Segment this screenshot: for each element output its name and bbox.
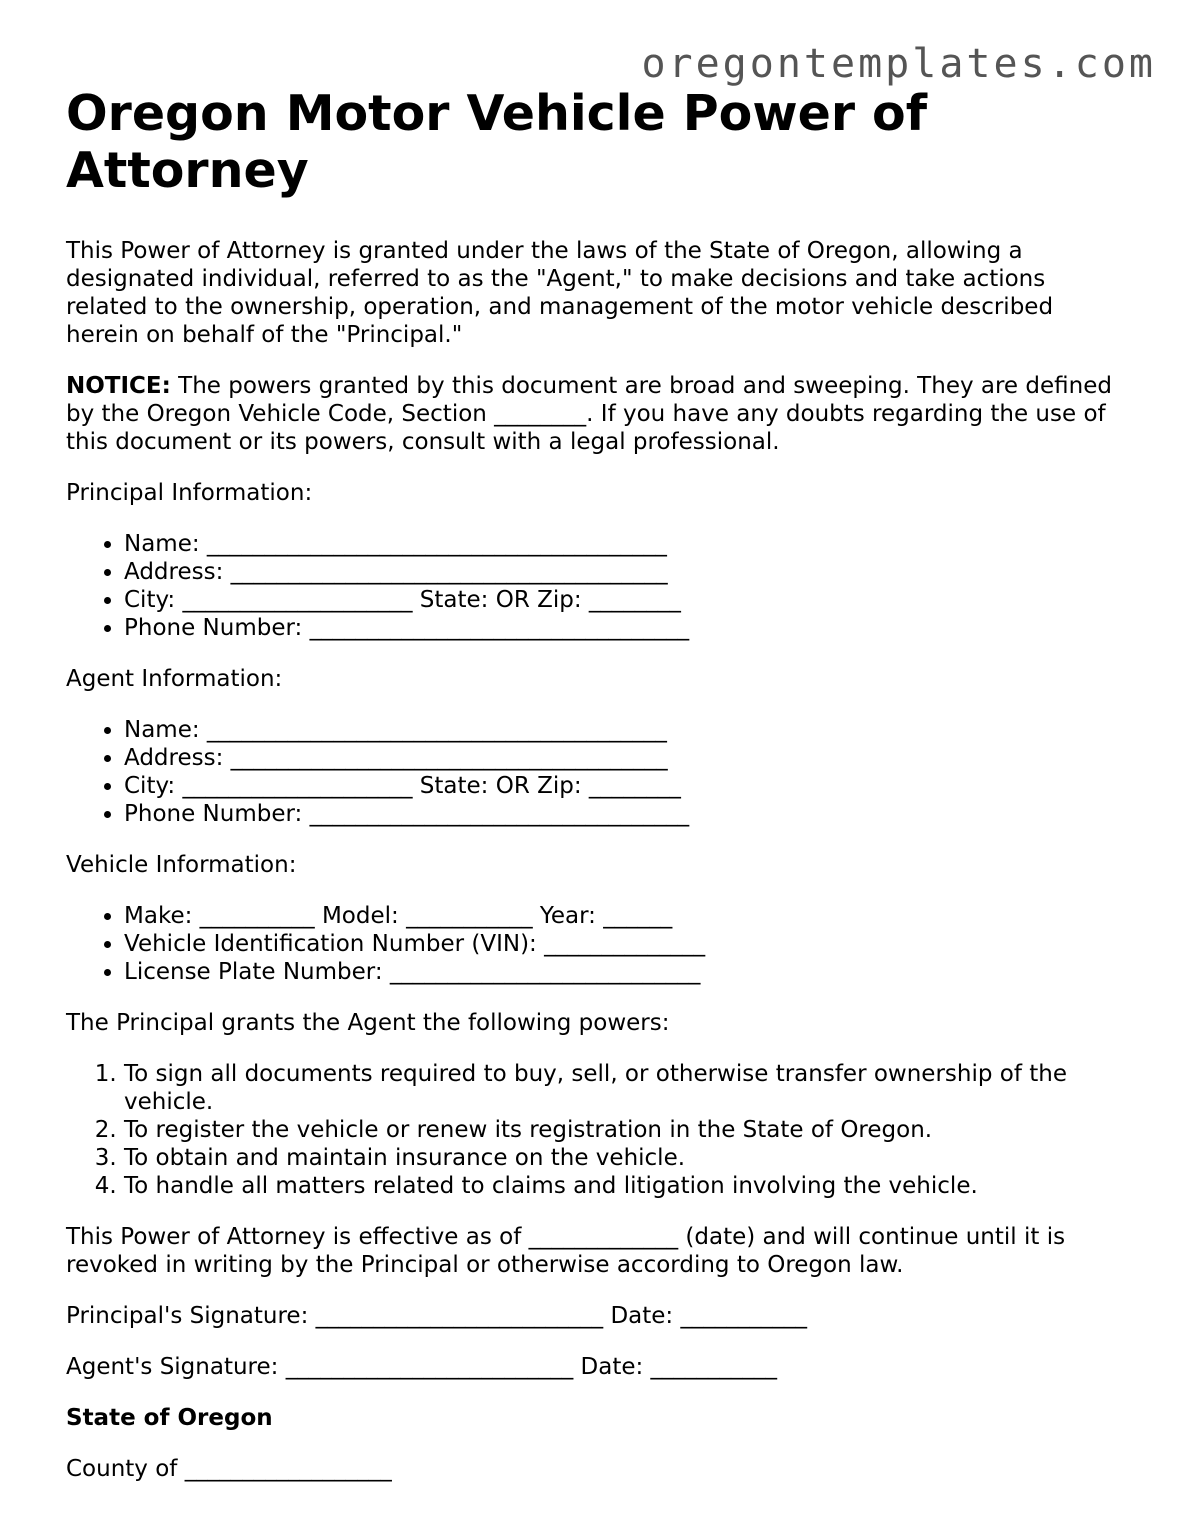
agent-city-state-zip-field[interactable]: • City: ____________________ State: OR Zip: ________ [124, 772, 1126, 800]
vehicle-plate-field[interactable]: • License Plate Number: ___________________________ [124, 958, 1126, 986]
state-heading-text: State of Oregon [66, 1405, 273, 1431]
principal-city-state-zip-field[interactable]: • City: ____________________ State: OR Zip: ________ [124, 586, 1126, 614]
agent-info-heading: Agent Information: [66, 666, 283, 692]
principal-address-field[interactable]: • Address: ______________________________________ [124, 558, 1126, 586]
agent-address-field[interactable]: • Address: ______________________________________ [124, 744, 1126, 772]
county-field[interactable]: County of __________________ [66, 1456, 392, 1482]
site-watermark: oregontemplates.com [641, 41, 1156, 87]
effective-date-paragraph[interactable]: This Power of Attorney is effective as of _____________ (date) and will continue until it is revoked in writing by the Principal or otherwise according to Oregon law. [66, 1224, 1066, 1278]
power-item: 2. To register the vehicle or renew its registration in the State of Oregon. [124, 1116, 1126, 1144]
document-content [66, 85, 1126, 1483]
document-title: Oregon Motor Vehicle Power of Attorney [66, 85, 928, 199]
principal-name-field[interactable]: • Name: ________________________________________ [124, 530, 1126, 558]
agent-phone-field[interactable]: • Phone Number: _________________________________ [124, 800, 1126, 828]
vehicle-info-list [66, 902, 1126, 986]
notice-text: The powers granted by this document are broad and sweeping. They are defined by the Oregon Vehicle Code, Section ________. If you have any doubts regarding the use of this document or its powers, consult with a legal professional. [66, 373, 1112, 455]
intro-paragraph: This Power of Attorney is granted under the laws of the State of Oregon, allowing a designated individual, referred to as the "Agent," to make decisions and take actions related to the ownership, operation, and management of the motor vehicle described herein on behalf of the "Principal." [66, 238, 1054, 348]
principal-signature-line[interactable]: Principal's Signature: _________________________ Date: ___________ [66, 1303, 807, 1329]
power-item: 4. To handle all matters related to claims and litigation involving the vehicle. [124, 1172, 1126, 1200]
vehicle-make-model-year-field[interactable]: • Make: __________ Model: ___________ Year: ______ [124, 902, 1126, 930]
agent-name-field[interactable]: • Name: ________________________________________ [124, 716, 1126, 744]
notice-label: NOTICE: [66, 373, 171, 399]
agent-signature-line[interactable]: Agent's Signature: _________________________ Date: ___________ [66, 1354, 778, 1380]
principal-info-heading: Principal Information: [66, 480, 313, 506]
state-heading [66, 1404, 1126, 1432]
power-item: 3. To obtain and maintain insurance on the vehicle. [124, 1144, 1126, 1172]
powers-list [66, 1060, 1126, 1200]
vehicle-info-heading: Vehicle Information: [66, 852, 297, 878]
agent-info-list [66, 716, 1126, 828]
principal-info-list [66, 530, 1126, 642]
notice-paragraph [66, 372, 1126, 456]
principal-phone-field[interactable]: • Phone Number: _________________________________ [124, 614, 1126, 642]
vehicle-vin-field[interactable]: • Vehicle Identification Number (VIN): ______________ [124, 930, 1126, 958]
power-item: 1. To sign all documents required to buy, sell, or otherwise transfer ownership of the vehicle. [124, 1060, 1126, 1116]
powers-heading: The Principal grants the Agent the following powers: [66, 1010, 670, 1036]
